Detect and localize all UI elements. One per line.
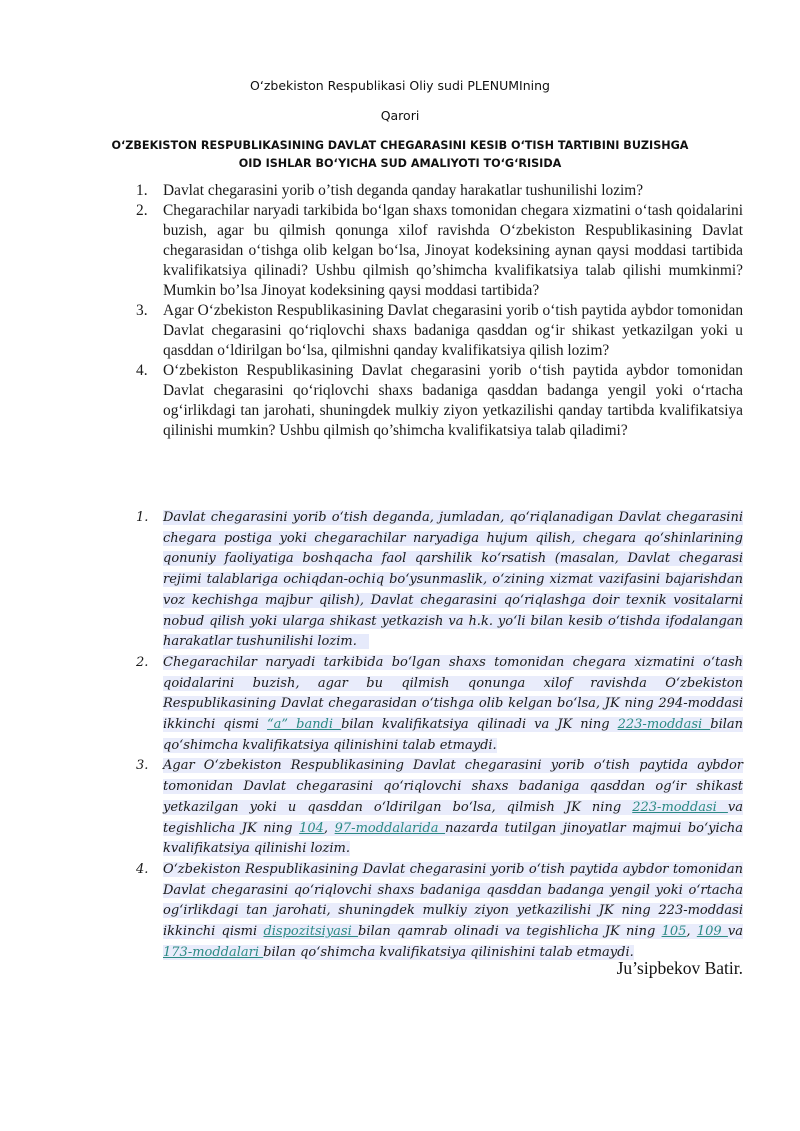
answer-text-part: Chegarachilar naryadi tarkibida bo‘lgan shaxs tomonidan chegara xizmatini o‘tash qoidalarini buzish, agar bu qilmish qonunga xilof ravishda O‘zbekiston Respublikasining Davlat chegarasidan o‘tishga olib kelgan bo‘lsa, JK ning 294-moddasi ikkinchi qismi [163,654,743,733]
answer-item [136,653,744,757]
question-list [136,181,744,441]
question-number: 2. [136,202,148,219]
answer-item [136,508,743,653]
answer-list [136,508,744,963]
law-link[interactable]: 104 [299,820,324,836]
answer-item [136,756,744,860]
question-text: Davlat chegarasini yorib o’tish deganda qanday harakatlar tushunilishi lozim? [163,182,644,199]
answer-text-part: , [323,820,335,836]
law-link[interactable]: “a” bandi [267,717,342,733]
law-link[interactable]: 97-moddalarida [334,820,446,836]
answer-text-part: bilan qamrab olinadi va tegishlicha JK ning [358,924,662,940]
document-title: O‘ZBEKISTON RESPUBLIKASINING DAVLAT CHEGARASINI KESIB O‘TISH TARTIBINI BUZISHGA OID ISHLAR BO‘YICHA SUD AMALIYOTI TO‘G‘RISIDA [111,139,689,170]
answer-text-part: va tegishlicha JK ning [163,799,744,836]
header-line-2: Qarori [380,108,420,123]
answer-text-part: bilan qo‘shimcha kvalifikatsiya qilinishini talab etmaydi. [263,944,634,960]
answer-text-part: bilan qo‘shimcha kvalifikatsiya qilinishini talab etmaydi. [163,717,744,753]
question-number: 1. [136,182,148,199]
answer-text: Davlat chegarasini yorib o‘tish deganda, jumladan, qo‘riqlanadigan Davlat chegarasini chegara postiga yoki chegarachilar naryadiga hujum qilish, chegara qo‘shinlarining qonuniy faoliyatiga boshqacha faol qarshilik ko‘rsatish (masalan, Davlat chegarasi rejimi talablariga ochiqdan-ochiq bo‘ysunmaslik, o‘zining xizmat vazifasini bajarishdan voz kechishga majbur qilish), Davlat chegarasini qo‘riqlashga doir texnik vositalarni nobud qilish yoki ularga shikast yetkazish va h.k. yo‘li bilan kesib o‘tishda ifodalangan harakatlar tushunilishi lozim. [163,510,743,650]
answer-text [163,862,743,960]
answer-text-part: nazarda tutilgan jinoyatlar majmui bo‘yicha kvalifikatsiya qilinishi lozim. [163,820,744,857]
law-link[interactable]: 173-moddalari [163,944,264,960]
question-number: 3. [136,302,148,319]
answer-text-part: bilan kvalifikatsiya qilinadi va JK ning [341,717,618,733]
question-item [136,201,743,301]
law-link[interactable]: dispozitsiyasi [263,924,359,940]
question-text: Agar O‘zbekiston Respublikasining Davlat chegarasini yorib o‘tish paytida aybdor tomonidan Davlat chegarasini qo‘riqlovchi shaxs badaniga qasddan og‘ir shikast yetkazilgan yoki u qasddan o‘ldirilgan bo‘lsa, qilmishni qanday kvalifikatsiya qilish lozim? [163,302,744,359]
question-text: Chegarachilar naryadi tarkibida bo‘lgan shaxs tomonidan chegara xizmatini o‘tash qoidalarini buzish, agar bu qilmish qonunga xilof ravishda O‘zbekiston Respublikasining Davlat chegarasidan o‘tishga olib kelgan bo‘lsa, Jinoyat kodeksining aynan qaysi moddasi tartibida kvalifikatsiya qilinadi? Ushbu qilmish qo’shimcha kvalifikatsiya talab qilishi mumkinmi? Mumkin bo’lsa Jinoyat kodeksining qaysi moddasi tartibida? [163,202,743,299]
question-number: 4. [136,362,148,379]
question-text: O‘zbekiston Respublikasining Davlat chegarasini yorib o‘tish paytida aybdor tomonidan Davlat chegarasini qo‘riqlovchi shaxs badaniga qasddan badanga yengil yoki o‘rtacha og‘irlikdagi tan jarohati, shuningdek mulkiy ziyon yetkazilishi qanday tartibda kvalifikatsiya qilinishi mumkin? Ushbu qilmish qo’shimcha kvalifikatsiya talab qiladimi? [163,362,743,439]
answer-item [136,860,744,964]
signature: Ju’sipbekov Batir. [616,958,743,978]
law-link[interactable]: 223-moddasi [632,799,728,815]
answer-number: 3. [136,758,149,774]
answer-number: 2. [136,654,149,670]
answer-text-part: , [686,924,697,940]
header-line-1: O‘zbekiston Respublikasi Oliy sudi PLENUMIning [250,78,550,93]
question-item [136,361,743,441]
answer-text-part: Agar O‘zbekiston Respublikasining Davlat chegarasini yorib o‘tish paytida aybdor tomonidan Davlat chegarasini qo‘riqlovchi shaxs badaniga qasddan og‘ir shikast yetkazilgan yoki u qasddan o‘ldirilgan bo‘lsa, qilmish JK ning [163,758,743,815]
answer-text-part: O‘zbekiston Respublikasining Davlat chegarasini yorib o‘tish paytida aybdor tomonidan Davlat chegarasini qo‘riqlovchi shaxs badaniga qasddan badanga yengil yoki o‘rtacha og‘irlikdagi tan jarohati, shuningdek mulkiy ziyon yetkazilishi JK ning 223-moddasi ikkinchi qismi [163,861,743,940]
law-link[interactable]: 105 [661,924,687,940]
law-link[interactable]: 109 [696,924,728,940]
answer-text [163,758,743,856]
question-item [136,181,743,201]
answer-number: 4. [136,861,149,877]
law-link[interactable]: 223-moddasi [617,717,711,733]
answer-text [163,655,743,753]
answer-number: 1. [136,510,149,525]
answer-text-part: va [727,924,744,940]
question-item [136,301,744,361]
